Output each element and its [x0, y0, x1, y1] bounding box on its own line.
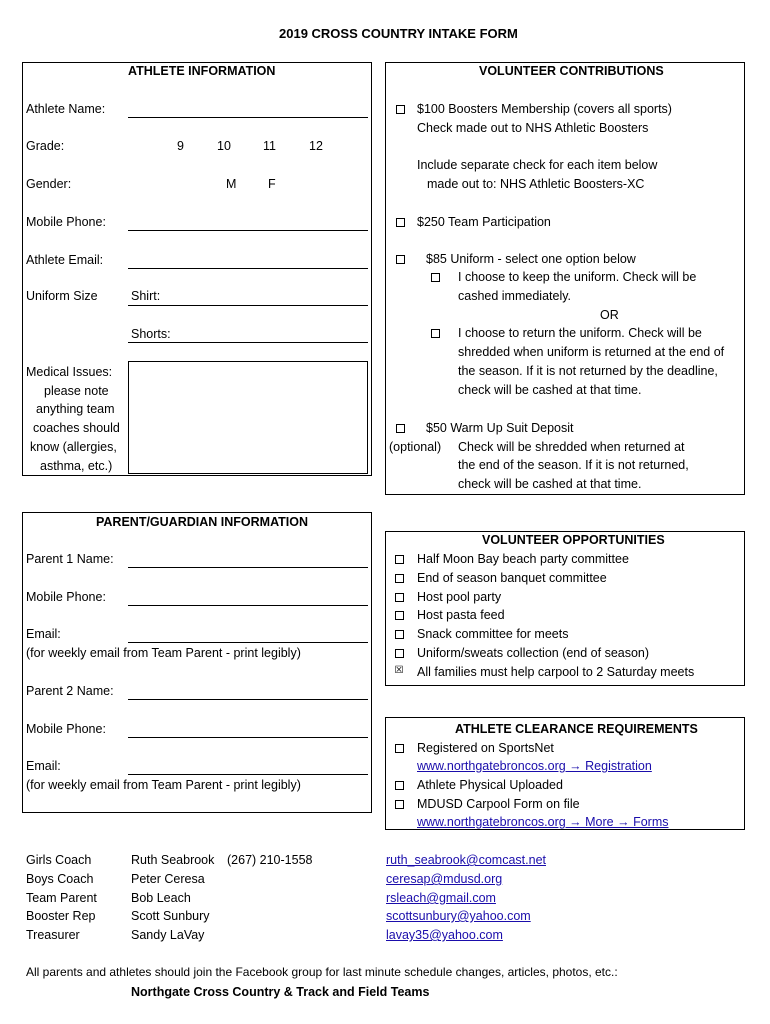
forms-link[interactable]: www.northgatebroncos.org → More → Forms: [417, 815, 669, 829]
contact-name-3: Bob Leach: [131, 891, 191, 905]
opportunity-checkbox-1[interactable]: [395, 555, 404, 564]
contact-email-1[interactable]: ruth_seabrook@comcast.net: [386, 853, 546, 867]
parent2-email-note: (for weekly email from Team Parent - print legibly): [26, 778, 301, 792]
warmup-text: $50 Warm Up Suit Deposit: [426, 421, 574, 435]
volunteer-contributions-heading: VOLUNTEER CONTRIBUTIONS: [479, 64, 664, 78]
parent1-name-field[interactable]: [128, 567, 368, 568]
contact-role-1: Girls Coach: [26, 853, 92, 867]
keep-uniform-text-2: cashed immediately.: [458, 289, 572, 303]
contact-name-1: Ruth Seabrook: [131, 853, 215, 867]
medical-label-line-1: Medical Issues:: [26, 365, 113, 379]
return-uniform-text-4: check will be cashed at that time.: [458, 383, 642, 397]
team-participation-checkbox[interactable]: [396, 218, 405, 227]
opportunity-checkbox-7-checked[interactable]: ☒: [394, 665, 404, 676]
gender-option-m[interactable]: M: [226, 177, 237, 191]
contact-role-3: Team Parent: [26, 891, 97, 905]
carpool-form-checkbox[interactable]: [395, 800, 404, 809]
medical-label-line-2: please note: [44, 384, 109, 398]
parent1-email-note: (for weekly email from Team Parent - print legibly): [26, 646, 301, 660]
boosters-checkbox[interactable]: [396, 105, 405, 114]
facebook-group-name: Northgate Cross Country & Track and Field Teams: [131, 985, 430, 999]
clearance-heading: ATHLETE CLEARANCE REQUIREMENTS: [455, 722, 698, 736]
gender-label: Gender:: [26, 177, 72, 191]
grade-option-9[interactable]: 9: [177, 139, 184, 153]
athlete-email-label: Athlete Email:: [26, 253, 104, 267]
contact-email-4[interactable]: scottsunbury@yahoo.com: [386, 909, 531, 923]
contact-phone-1: (267) 210-1558: [227, 853, 313, 867]
contact-email-2[interactable]: ceresap@mdusd.org: [386, 872, 503, 886]
physical-checkbox[interactable]: [395, 781, 404, 790]
shorts-label: Shorts:: [131, 327, 171, 341]
opportunity-label-1: Half Moon Bay beach party committee: [417, 552, 629, 566]
contact-role-4: Booster Rep: [26, 909, 96, 923]
registration-link[interactable]: www.northgatebroncos.org → Registration: [417, 759, 652, 773]
warmup-note-3: check will be cashed at that time.: [458, 477, 642, 491]
volunteer-opportunities-heading: VOLUNTEER OPPORTUNITIES: [482, 533, 665, 547]
gender-option-f[interactable]: F: [268, 177, 276, 191]
athlete-phone-field[interactable]: [128, 230, 368, 231]
medical-label-line-6: asthma, etc.): [40, 459, 113, 473]
shirt-size-field[interactable]: [128, 305, 368, 306]
grade-option-12[interactable]: 12: [309, 139, 323, 153]
grade-option-10[interactable]: 10: [217, 139, 231, 153]
parent1-phone-field[interactable]: [128, 605, 368, 606]
page-title: 2019 CROSS COUNTRY INTAKE FORM: [279, 26, 518, 41]
contact-name-5: Sandy LaVay: [131, 928, 205, 942]
return-uniform-text-3: the season. If it is not returned by the deadline,: [458, 364, 718, 378]
athlete-info-heading: ATHLETE INFORMATION: [128, 64, 276, 78]
boosters-text: $100 Boosters Membership (covers all sports): [417, 102, 672, 116]
parent2-name-field[interactable]: [128, 699, 368, 700]
contact-role-2: Boys Coach: [26, 872, 94, 886]
opportunity-label-6: Uniform/sweats collection (end of season): [417, 646, 650, 660]
physical-label: Athlete Physical Uploaded: [417, 778, 563, 792]
keep-uniform-text-1: I choose to keep the uniform. Check will be: [458, 270, 697, 284]
sportsnet-label: Registered on SportsNet: [417, 741, 554, 755]
team-participation-text: $250 Team Participation: [417, 215, 551, 229]
parent-info-heading: PARENT/GUARDIAN INFORMATION: [96, 515, 309, 529]
warmup-optional: (optional): [389, 440, 442, 454]
parent1-phone-label: Mobile Phone:: [26, 590, 106, 604]
parent1-email-label: Email:: [26, 627, 61, 641]
uniform-text: $85 Uniform - select one option below: [426, 252, 636, 266]
contact-name-2: Peter Ceresa: [131, 872, 205, 886]
uniform-size-label: Uniform Size: [26, 289, 98, 303]
contact-role-5: Treasurer: [26, 928, 80, 942]
carpool-form-label: MDUSD Carpool Form on file: [417, 797, 580, 811]
athlete-phone-label: Mobile Phone:: [26, 215, 106, 229]
include-check-note: Include separate check for each item below: [417, 158, 658, 172]
medical-label-line-4: coaches should: [33, 421, 120, 435]
medical-label-line-5: know (allergies,: [30, 440, 117, 454]
parent2-phone-label: Mobile Phone:: [26, 722, 106, 736]
return-uniform-text-2: shredded when uniform is returned at the end of: [458, 345, 725, 359]
parent2-phone-field[interactable]: [128, 737, 368, 738]
return-uniform-text-1: I choose to return the uniform. Check will be: [458, 326, 702, 340]
athlete-email-field[interactable]: [128, 268, 368, 269]
opportunity-checkbox-3[interactable]: [395, 593, 404, 602]
parent1-email-field[interactable]: [128, 642, 368, 643]
warmup-note-1: Check will be shredded when returned at: [458, 440, 685, 454]
athlete-name-label: Athlete Name:: [26, 102, 106, 116]
opportunity-checkbox-2[interactable]: [395, 574, 404, 583]
sportsnet-checkbox[interactable]: [395, 744, 404, 753]
grade-label: Grade:: [26, 139, 65, 153]
contact-email-5[interactable]: lavay35@yahoo.com: [386, 928, 503, 942]
facebook-note: All parents and athletes should join the Facebook group for last minute schedule changes, articles, photos, etc.:: [26, 965, 618, 979]
opportunity-label-2: End of season banquet committee: [417, 571, 607, 585]
parent2-email-label: Email:: [26, 759, 61, 773]
opportunity-label-5: Snack committee for meets: [417, 627, 569, 641]
contact-name-4: Scott Sunbury: [131, 909, 210, 923]
uniform-checkbox[interactable]: [396, 255, 405, 264]
opportunity-label-3: Host pool party: [417, 590, 502, 604]
opportunity-checkbox-5[interactable]: [395, 630, 404, 639]
athlete-name-field[interactable]: [128, 117, 368, 118]
shirt-label: Shirt:: [131, 289, 161, 303]
grade-option-11[interactable]: 11: [263, 139, 276, 153]
opportunity-label-4: Host pasta feed: [417, 608, 505, 622]
parent2-email-field[interactable]: [128, 774, 368, 775]
opportunity-checkbox-4[interactable]: [395, 611, 404, 620]
made-out-to-note: made out to: NHS Athletic Boosters-XC: [427, 177, 645, 191]
or-separator: OR: [600, 308, 619, 322]
opportunity-checkbox-6[interactable]: [395, 649, 404, 658]
parent1-name-label: Parent 1 Name:: [26, 552, 114, 566]
boosters-note: Check made out to NHS Athletic Boosters: [417, 121, 649, 135]
opportunity-label-7: All families must help carpool to 2 Saturday meets: [417, 665, 695, 679]
shorts-size-field[interactable]: [128, 342, 368, 343]
contact-email-3[interactable]: rsleach@gmail.com: [386, 891, 496, 905]
parent2-name-label: Parent 2 Name:: [26, 684, 114, 698]
warmup-note-2: the end of the season. If it is not returned,: [458, 458, 689, 472]
medical-issues-textarea[interactable]: [128, 361, 368, 474]
keep-uniform-checkbox[interactable]: [431, 273, 440, 282]
medical-label-line-3: anything team: [36, 402, 115, 416]
warmup-checkbox[interactable]: [396, 424, 405, 433]
return-uniform-checkbox[interactable]: [431, 329, 440, 338]
